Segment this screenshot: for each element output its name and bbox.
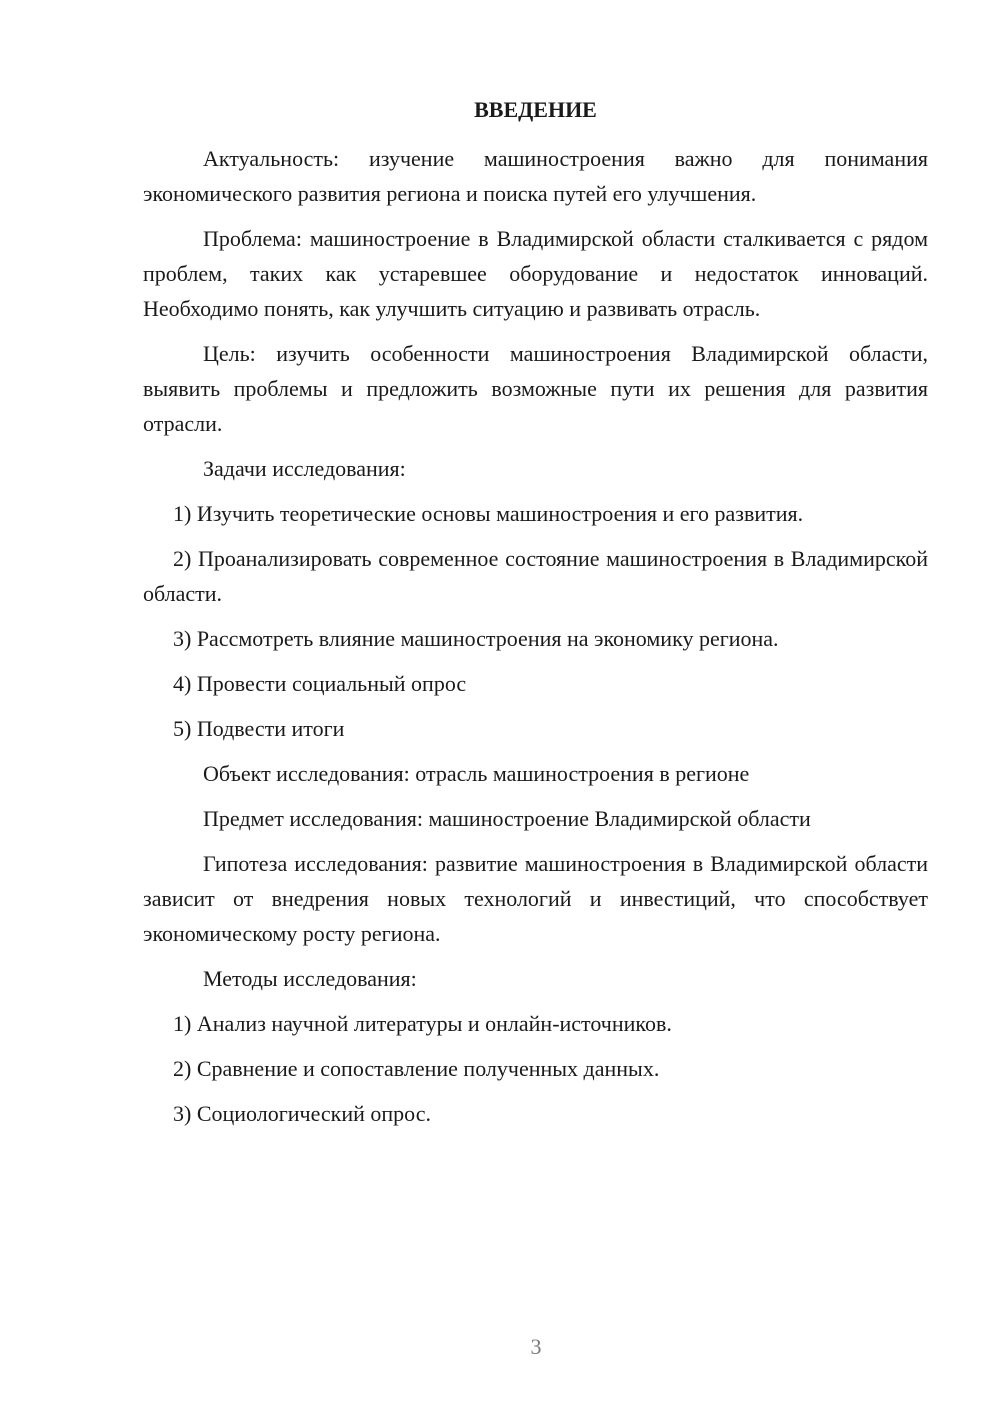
hypothesis-paragraph: Гипотеза исследования: развитие машиностроения в Владимирской области зависит от внедрения новых технологий и инвестиций, что способствует экономическому росту региона. [143,851,928,946]
task-item: 2) Проанализировать современное состояние машиностроения в Владимирской области. [143,546,928,606]
method-item: 3) Социологический опрос. [173,1101,431,1126]
task-item: 3) Рассмотреть влияние машиностроения на экономику региона. [173,626,779,651]
goal-paragraph: Цель: изучить особенности машиностроения Владимирской области, выявить проблемы и предложить возможные пути их решения для развития отрасли. [143,341,928,436]
section-title: ВВЕДЕНИЕ [474,97,597,122]
page-number: 3 [530,1334,542,1359]
subject-paragraph: Предмет исследования: машиностроение Владимирской области [203,806,811,831]
problem-paragraph: Проблема: машиностроение в Владимирской области сталкивается с рядом проблем, таких как устаревшее оборудование и недостаток инноваций. Необходимо понять, как улучшить ситуацию и развивать отрасль. [143,226,928,321]
task-item: 4) Провести социальный опрос [173,671,467,696]
method-item: 2) Сравнение и сопоставление полученных данных. [173,1056,660,1081]
task-item: 1) Изучить теоретические основы машиностроения и его развития. [173,501,804,526]
task-item: 5) Подвести итоги [173,716,345,741]
object-paragraph: Объект исследования: отрасль машиностроения в регионе [203,761,750,786]
page-content [143,95,928,1141]
methods-heading: Методы исследования: [203,966,417,991]
method-item: 1) Анализ научной литературы и онлайн-источников. [173,1011,672,1036]
tasks-heading: Задачи исследования: [203,456,406,481]
relevance-paragraph: Актуальность: изучение машиностроения важно для понимания экономического развития региона и поиска путей его улучшения. [143,146,928,206]
